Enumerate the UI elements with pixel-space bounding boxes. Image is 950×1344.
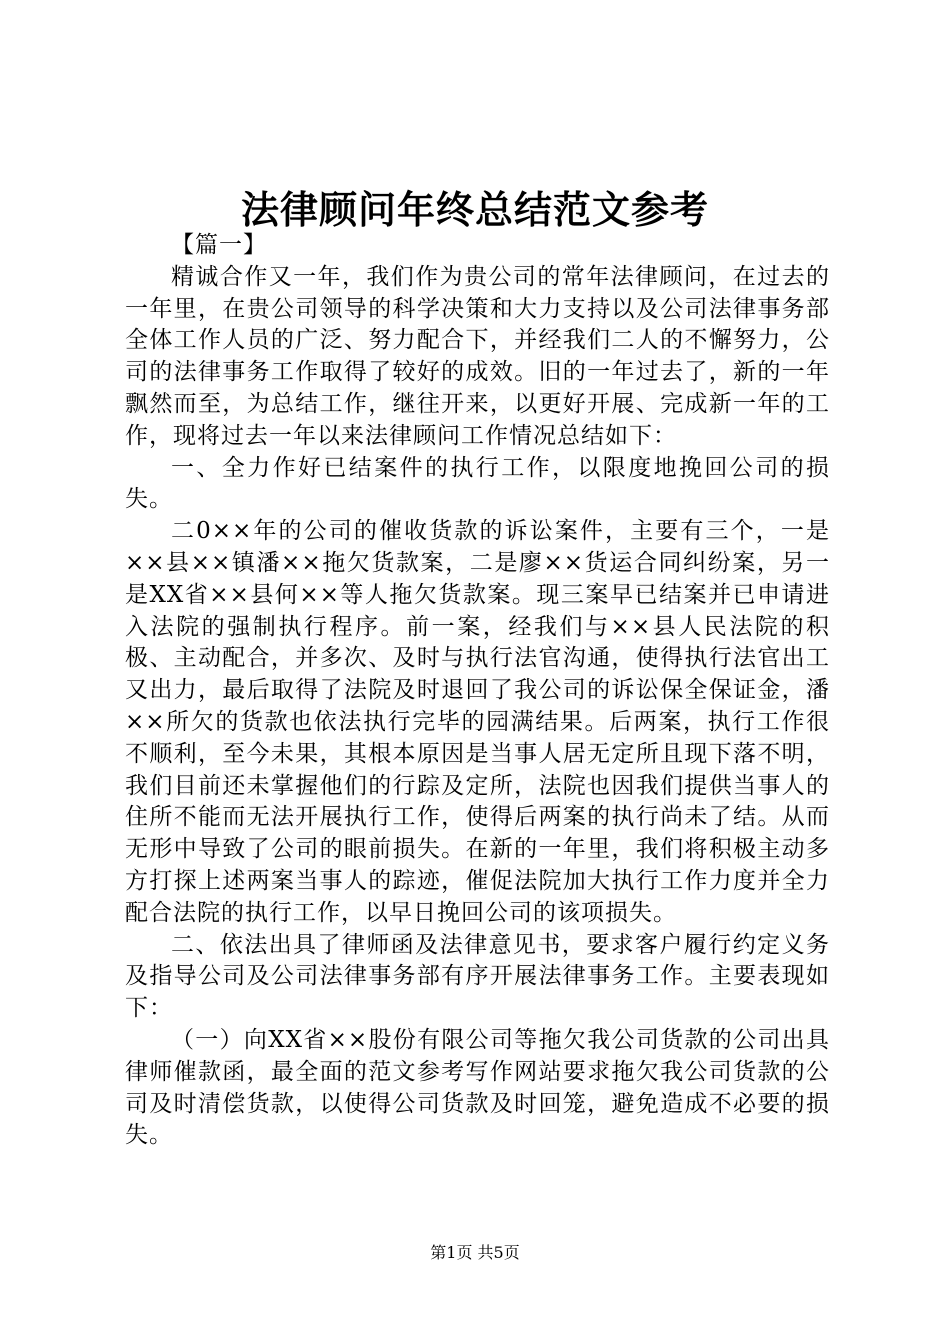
paragraph: （一）向XX省××股份有限公司等拖欠我公司货款的公司出具律师催款函，最全面的范文参考写作网站要求拖欠我公司货款的公司及时清偿货款，以使得公司货款及时回笼，避免造成不必要的损失。 [125,1026,830,1149]
section-heading: 【篇一】 [171,232,267,258]
document-body [125,230,830,1152]
document-title: 法律顾问年终总结范文参考 [240,187,709,232]
paragraph: 二0××年的公司的催收货款的诉讼案件，主要有三个，一是××县××镇潘××拖欠货款案，二是廖××货运合同纠纷案，另一是XX省××县何××等人拖欠货款案。现三案早已结案并已申请进入法院的强制执行程序。前一案，经我们与××县人民法院的积极、主动配合，并多次、及时与执行法官沟通，使得执行法官出工又出力，最后取得了法院及时退回了我公司的诉讼保全保证金，潘××所欠的货款也依法执行完毕的园满结果。后两案，执行工作很不顺利，至今未果，其根本原因是当事人居无定所且现下落不明，我们目前还未掌握他们的行踪及定所，法院也因我们提供当事人的住所不能而无法开展执行工作，使得后两案的执行尚未了结。从而无形中导致了公司的眼前损失。在新的一年里，我们将积极主动多方打探上述两案当事人的踪迹，催促法院加大执行工作力度并全力配合法院的执行工作，以早日挽回公司的该项损失。 [125,518,830,926]
paragraph: 二、依法出具了律师函及法律意见书，要求客户履行约定义务及指导公司及公司法律事务部有序开展法律事务工作。主要表现如下： [125,931,830,1022]
paragraph: 精诚合作又一年，我们作为贵公司的常年法律顾问，在过去的一年里，在贵公司领导的科学决策和大力支持以及公司法律事务部全体工作人员的广泛、努力配合下，并经我们二人的不懈努力，公司的法律事务工作取得了较好的成效。旧的一年过去了，新的一年飘然而至，为总结工作，继往开来，以更好开展、完成新一年的工作，现将过去一年以来法律顾问工作情况总结如下： [125,263,830,449]
paragraph: 一、全力作好已结案件的执行工作，以限度地挽回公司的损失。 [125,454,830,513]
page-footer: 第1页 共5页 [430,1243,520,1262]
